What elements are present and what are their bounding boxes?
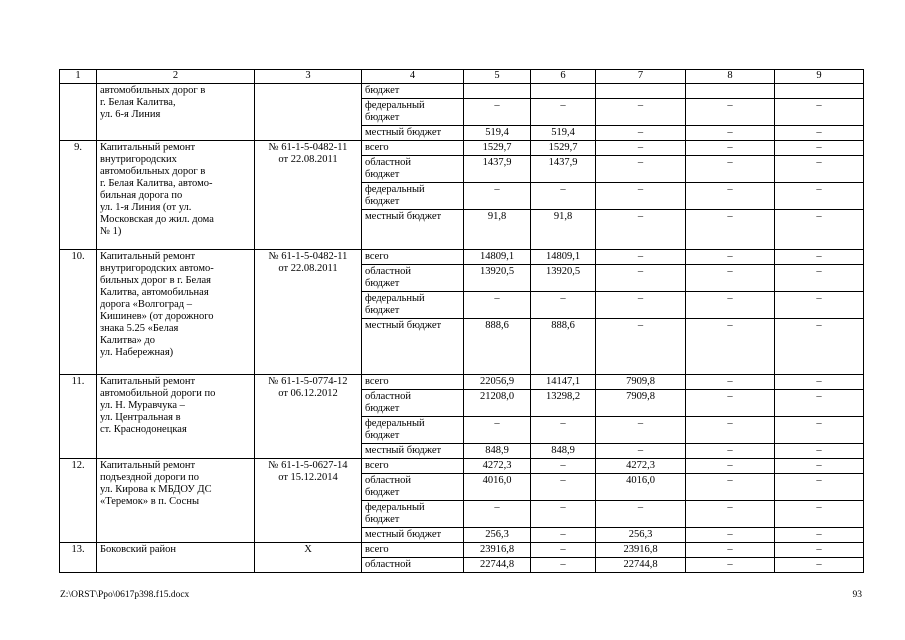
amount-v9: – — [775, 558, 864, 573]
amount-v9: – — [775, 126, 864, 141]
table-row — [60, 84, 864, 99]
amount-v6: – — [531, 558, 596, 573]
column-number-8: 8 — [686, 70, 775, 84]
amount-v6: – — [531, 459, 596, 474]
expertise-document: № 61-1-5-0482-11 от 22.08.2011 — [255, 141, 362, 250]
column-number-5: 5 — [464, 70, 531, 84]
amount-v5: – — [464, 99, 531, 126]
amount-v6: 1529,7 — [531, 141, 596, 156]
amount-v7: – — [596, 444, 686, 459]
amount-v9: – — [775, 250, 864, 265]
funding-source: бюджет — [362, 84, 464, 99]
amount-v7: 22744,8 — [596, 558, 686, 573]
amount-v7: – — [596, 156, 686, 183]
expertise-document: Х — [255, 543, 362, 573]
funding-source: всего — [362, 375, 464, 390]
amount-v7: 7909,8 — [596, 390, 686, 417]
amount-v5 — [464, 84, 531, 99]
amount-v7: – — [596, 99, 686, 126]
amount-v6: 848,9 — [531, 444, 596, 459]
amount-v5: 14809,1 — [464, 250, 531, 265]
row-number: 11. — [60, 375, 97, 459]
amount-v6 — [531, 84, 596, 99]
funding-source: всего — [362, 250, 464, 265]
funding-source: областной бюджет — [362, 156, 464, 183]
amount-v6: – — [531, 543, 596, 558]
column-number-7: 7 — [596, 70, 686, 84]
amount-v5: 4272,3 — [464, 459, 531, 474]
amount-v8: – — [686, 459, 775, 474]
amount-v7: – — [596, 265, 686, 292]
amount-v8: – — [686, 543, 775, 558]
amount-v5: 22744,8 — [464, 558, 531, 573]
amount-v5: 21208,0 — [464, 390, 531, 417]
amount-v5: 4016,0 — [464, 474, 531, 501]
column-number-2: 2 — [97, 70, 255, 84]
expertise-document: № 61-1-5-0482-11 от 22.08.2011 — [255, 250, 362, 375]
page-number: 93 — [852, 590, 862, 600]
amount-v6: 13920,5 — [531, 265, 596, 292]
amount-v9: – — [775, 543, 864, 558]
amount-v9: – — [775, 210, 864, 250]
column-number-1: 1 — [60, 70, 97, 84]
row-number — [60, 84, 97, 141]
funding-source: федеральный бюджет — [362, 292, 464, 319]
expertise-document: № 61-1-5-0627-14 от 15.12.2014 — [255, 459, 362, 543]
amount-v8: – — [686, 474, 775, 501]
table-row — [60, 141, 864, 156]
amount-v6: – — [531, 417, 596, 444]
column-number-4: 4 — [362, 70, 464, 84]
amount-v7: 256,3 — [596, 528, 686, 543]
amount-v8: – — [686, 390, 775, 417]
amount-v7: – — [596, 141, 686, 156]
amount-v5: 13920,5 — [464, 265, 531, 292]
amount-v5: – — [464, 501, 531, 528]
funding-source: федеральный бюджет — [362, 417, 464, 444]
amount-v6: 888,6 — [531, 319, 596, 375]
amount-v9: – — [775, 459, 864, 474]
amount-v8: – — [686, 319, 775, 375]
amount-v8: – — [686, 375, 775, 390]
object-name: Капитальный ремонт подъездной дороги по ул. Кирова к МБДОУ ДС «Теремок» в п. Сосны — [97, 459, 255, 543]
expertise-document: № 61-1-5-0774-12 от 06.12.2012 — [255, 375, 362, 459]
amount-v7: 23916,8 — [596, 543, 686, 558]
amount-v9: – — [775, 528, 864, 543]
column-number-9: 9 — [775, 70, 864, 84]
amount-v9: – — [775, 417, 864, 444]
amount-v7: – — [596, 126, 686, 141]
amount-v6: – — [531, 474, 596, 501]
object-name: автомобильных дорог в г. Белая Калитва, ул. 6-я Линия — [97, 84, 255, 141]
object-name: Капитальный ремонт автомобильной дороги по ул. Н. Муравчука – ул. Центральная в ст. Краснодонецкая — [97, 375, 255, 459]
amount-v8: – — [686, 126, 775, 141]
table-row — [60, 543, 864, 558]
object-name: Капитальный ремонт внутригородских автомо- бильных дорог в г. Белая Калитва, автомобильная дорога «Волгоград – Кишинев» (от дорожного знака 5.25 «Белая Калитва» до ул. Набережная) — [97, 250, 255, 375]
amount-v7: – — [596, 319, 686, 375]
row-number: 9. — [60, 141, 97, 250]
amount-v8: – — [686, 444, 775, 459]
funding-source: местный бюджет — [362, 126, 464, 141]
funding-source: всего — [362, 543, 464, 558]
amount-v8: – — [686, 292, 775, 319]
amount-v8: – — [686, 558, 775, 573]
funding-source: местный бюджет — [362, 528, 464, 543]
budget-table — [59, 69, 864, 573]
object-name: Боковский район — [97, 543, 255, 573]
amount-v9: – — [775, 375, 864, 390]
amount-v8: – — [686, 417, 775, 444]
amount-v5: 1529,7 — [464, 141, 531, 156]
row-number: 12. — [60, 459, 97, 543]
amount-v9: – — [775, 319, 864, 375]
amount-v9: – — [775, 390, 864, 417]
amount-v6: 1437,9 — [531, 156, 596, 183]
row-number: 13. — [60, 543, 97, 573]
amount-v8: – — [686, 156, 775, 183]
expertise-document — [255, 84, 362, 141]
amount-v5: – — [464, 183, 531, 210]
column-number-row — [60, 70, 864, 84]
funding-source: местный бюджет — [362, 210, 464, 250]
funding-source: федеральный бюджет — [362, 99, 464, 126]
amount-v5: 256,3 — [464, 528, 531, 543]
amount-v5: 848,9 — [464, 444, 531, 459]
amount-v7: – — [596, 292, 686, 319]
amount-v8: – — [686, 141, 775, 156]
amount-v9: – — [775, 99, 864, 126]
amount-v6: – — [531, 99, 596, 126]
amount-v8: – — [686, 183, 775, 210]
amount-v5: 91,8 — [464, 210, 531, 250]
amount-v8: – — [686, 528, 775, 543]
amount-v6: – — [531, 501, 596, 528]
amount-v7: 7909,8 — [596, 375, 686, 390]
funding-source: всего — [362, 141, 464, 156]
funding-source: областной бюджет — [362, 390, 464, 417]
amount-v8: – — [686, 250, 775, 265]
amount-v9: – — [775, 265, 864, 292]
amount-v5: 1437,9 — [464, 156, 531, 183]
file-path: Z:\ORST\Ppo\0617p398.f15.docx — [60, 590, 190, 600]
amount-v6: – — [531, 528, 596, 543]
amount-v7 — [596, 84, 686, 99]
object-name: Капитальный ремонт внутригородских автомобильных дорог в г. Белая Калитва, автомо- бильная дорога по ул. 1-я Линия (от ул. Московская до жил. дома № 1) — [97, 141, 255, 250]
amount-v6: – — [531, 183, 596, 210]
amount-v6: – — [531, 292, 596, 319]
funding-source: областной — [362, 558, 464, 573]
amount-v9: – — [775, 474, 864, 501]
amount-v8: – — [686, 210, 775, 250]
amount-v9: – — [775, 141, 864, 156]
amount-v7: 4016,0 — [596, 474, 686, 501]
funding-source: областной бюджет — [362, 474, 464, 501]
funding-source: местный бюджет — [362, 319, 464, 375]
amount-v9: – — [775, 156, 864, 183]
row-number: 10. — [60, 250, 97, 375]
amount-v9 — [775, 84, 864, 99]
amount-v5: – — [464, 417, 531, 444]
amount-v8: – — [686, 99, 775, 126]
column-number-3: 3 — [255, 70, 362, 84]
amount-v8: – — [686, 501, 775, 528]
table-body — [60, 84, 864, 573]
amount-v6: 91,8 — [531, 210, 596, 250]
amount-v8 — [686, 84, 775, 99]
amount-v6: 13298,2 — [531, 390, 596, 417]
funding-source: местный бюджет — [362, 444, 464, 459]
table-row — [60, 459, 864, 474]
amount-v9: – — [775, 501, 864, 528]
amount-v7: 4272,3 — [596, 459, 686, 474]
amount-v8: – — [686, 265, 775, 292]
amount-v5: 888,6 — [464, 319, 531, 375]
amount-v7: – — [596, 417, 686, 444]
amount-v7: – — [596, 501, 686, 528]
amount-v7: – — [596, 183, 686, 210]
column-number-6: 6 — [531, 70, 596, 84]
amount-v5: 22056,9 — [464, 375, 531, 390]
amount-v9: – — [775, 183, 864, 210]
amount-v5: 23916,8 — [464, 543, 531, 558]
amount-v5: 519,4 — [464, 126, 531, 141]
funding-source: всего — [362, 459, 464, 474]
funding-source: федеральный бюджет — [362, 501, 464, 528]
amount-v6: 14809,1 — [531, 250, 596, 265]
amount-v9: – — [775, 292, 864, 319]
amount-v7: – — [596, 210, 686, 250]
amount-v5: – — [464, 292, 531, 319]
funding-source: областной бюджет — [362, 265, 464, 292]
funding-source: федеральный бюджет — [362, 183, 464, 210]
table-row — [60, 375, 864, 390]
amount-v6: 519,4 — [531, 126, 596, 141]
amount-v6: 14147,1 — [531, 375, 596, 390]
table-row — [60, 250, 864, 265]
amount-v7: – — [596, 250, 686, 265]
amount-v9: – — [775, 444, 864, 459]
